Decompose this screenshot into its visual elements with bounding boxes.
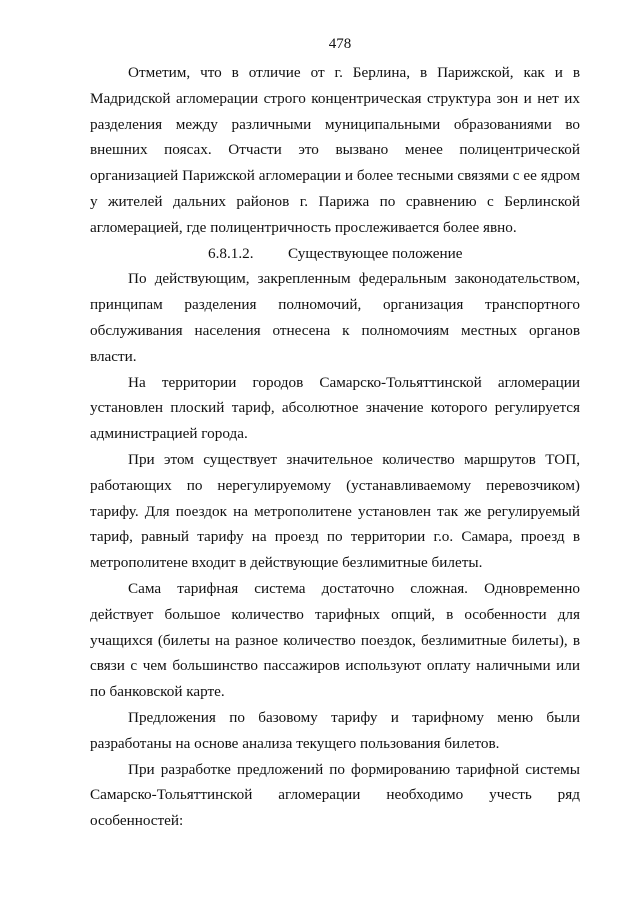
section-title: Существующее положение xyxy=(288,244,463,262)
paragraph: При разработке предложений по формированию тарифной системы Самарско-Тольяттинской агломерации необходимо учесть ряд особенностей: xyxy=(90,760,580,830)
section-number: 6.8.1.2. xyxy=(208,244,254,262)
paragraph: При этом существует значительное количество маршрутов ТОП, работающих по нерегулируемому (устанавливаемому перевозчиком) тарифу. Для поездок на метрополитене установлен так же регулируемый тариф, равный тарифу на проезд по территории г.о. Самара, проезд в метрополитене входит в действующие безлимитные билеты. xyxy=(90,450,580,572)
document-page xyxy=(90,34,580,834)
paragraph: Сама тарифная система достаточно сложная. Одновременно действует большое количество тарифных опций, в особенности для учащихся (билеты на разное количество поездок, безлимитные билеты), в связи с чем большинство пассажиров используют оплату наличными или по банковской карте. xyxy=(90,579,580,701)
paragraph: На территории городов Самарско-Тольяттинской агломерации установлен плоский тариф, абсолютное значение которого регулируется администрацией города. xyxy=(90,373,580,443)
paragraph: По действующим, закрепленным федеральным законодательством, принципам разделения полномочий, организация транспортного обслуживания населения отнесена к полномочиям местных органов власти. xyxy=(90,270,580,365)
page-number: 478 xyxy=(328,36,352,52)
paragraph: Отметим, что в отличие от г. Берлина, в Парижской, как и в Мадридской агломерации строго концентрическая структура зон и нет их разделения между различными муниципальными образованиями во внешних поясах. Отчасти это вызвано менее полицентрической организацией Парижской агломерации и более тесными связями с ее ядром у жителей дальних районов г. Парижа по сравнению с Берлинской агломерацией, где полицентричность прослеживается более явно. xyxy=(90,64,580,236)
section-heading xyxy=(90,241,580,267)
paragraph: Предложения по базовому тарифу и тарифному меню были разработаны на основе анализа текущего пользования билетов. xyxy=(90,708,580,752)
